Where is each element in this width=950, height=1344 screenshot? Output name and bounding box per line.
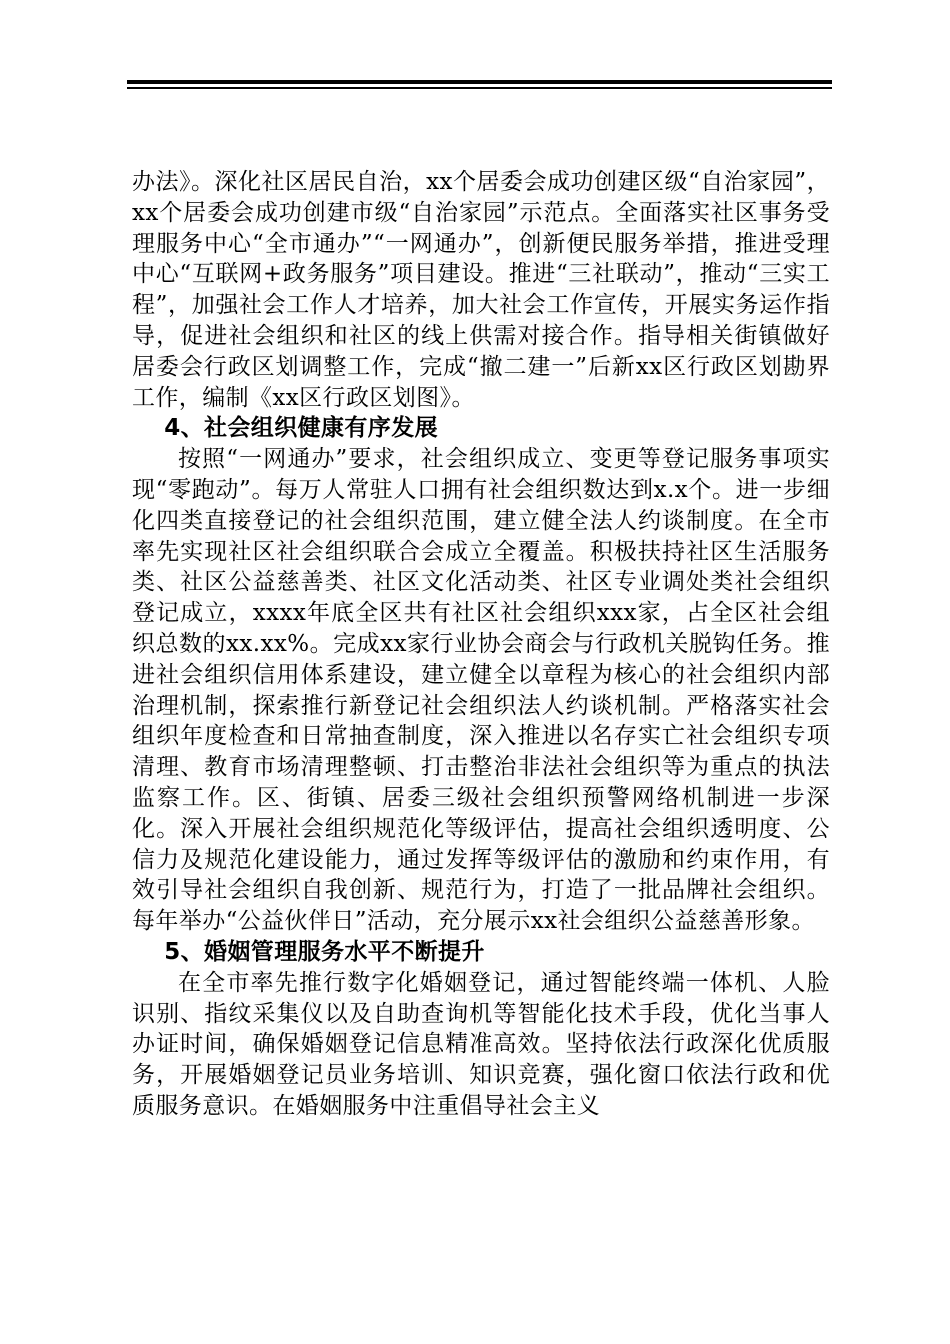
section-5-paragraph: 在全市率先推行数字化婚姻登记，通过智能终端一体机、人脸识别、指纹采集仪以及自助查询机等智能化技术手段，优化当事人办证时间，确保婚姻登记信息精准高效。坚持依法行政深化优质服务，开展婚姻登记员业务培训、知识竞赛，强化窗口依法行政和优质服务意识。在婚姻服务中注重倡导社会主义 [132, 969, 830, 1119]
header-rule-thick [127, 80, 832, 84]
continuation-paragraph: 办法》。深化社区居民自治，xx个居委会成功创建区级“自治家园”，xx个居委会成功创建市级“自治家园”示范点。全面落实社区事务受理服务中心“全市通办”“一网通办”，创新便民服务举措，推进受理中心“互联网+政务服务”项目建设。推进“三社联动”，推动“三实工程”，加强社会工作人才培养，加大社会工作宣传，开展实务运作指导，促进社会组织和社区的线上供需对接合作。指导相关街镇做好居委会行政区划调整工作，完成“撤二建一”后新xx区行政区划勘界工作，编制《xx区行政区划图》。 [132, 169, 830, 411]
section-4-paragraph: 按照“一网通办”要求，社会组织成立、变更等登记服务事项实现“零跑动”。每万人常驻人口拥有社会组织数达到x.x个。进一步细化四类直接登记的社会组织范围，建立健全法人约谈制度。在全市率先实现社区社会组织联合会成立全覆盖。积极扶持社区生活服务类、社区公益慈善类、社区文化活动类、社区专业调处类社会组织登记成立，xxxx年底全区共有社区社会组织xxx家，占全区社会组织总数的xx.xx%。完成xx家行业协会商会与行政机关脱钩任务。推进社会组织信用体系建设，建立健全以章程为核心的社会组织内部治理机制，探索推行新登记社会组织法人约谈机制。严格落实社会组织年度检查和日常抽查制度，深入推进以名存实亡社会组织专项清理、教育市场清理整顿、打击整治非法社会组织等为重点的执法监察工作。区、街镇、居委三级社会组织预警网络机制进一步深化。深入开展社会组织规范化等级评估，提高社会组织透明度、公信力及规范化建设能力，通过发挥等级评估的激励和约束作用，有效引导社会组织自我创新、规范行为，打造了一批品牌社会组织。每年举办“公益伙伴日”活动，充分展示xx社会组织公益慈善形象。 [132, 446, 830, 935]
section-heading-5: 5、婚姻管理服务水平不断提升 [164, 938, 485, 965]
header-rule-thin [127, 87, 832, 89]
document-body [132, 167, 830, 1122]
section-heading-4: 4、社会组织健康有序发展 [164, 415, 438, 442]
